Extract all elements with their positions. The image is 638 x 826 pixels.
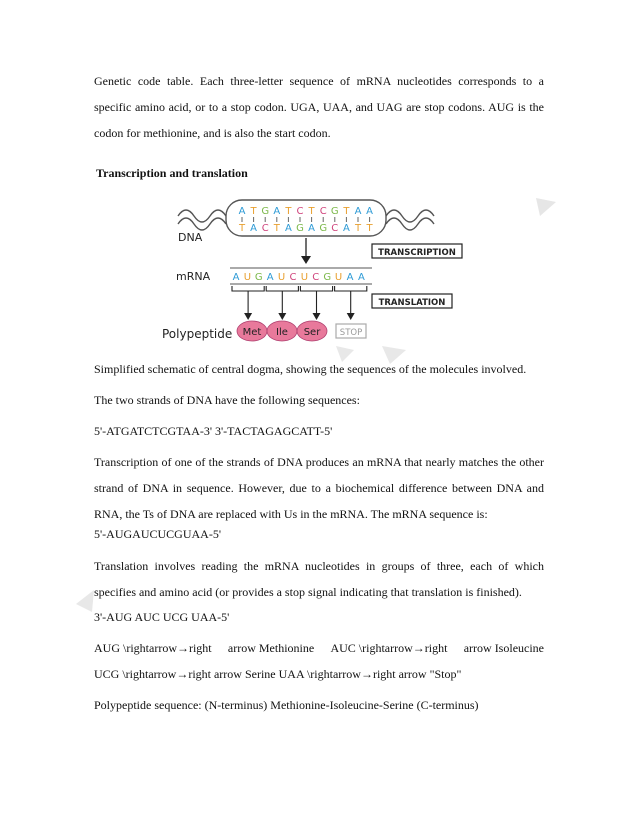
down-arrow-icon <box>244 313 252 320</box>
watermark-triangle-icon <box>536 198 556 216</box>
mrna-base: A <box>232 272 240 283</box>
amino-acid-label: Met <box>242 327 262 338</box>
dna-top-base: T <box>250 206 257 217</box>
dna-bottom-base: A <box>284 223 292 234</box>
dna-top-base: A <box>238 206 246 217</box>
mrna-base: C <box>289 272 297 283</box>
down-arrow-icon <box>313 313 321 320</box>
mrna-sequence: 5'-AUGAUCUCGUAA-5' <box>94 527 221 541</box>
mrna-base: C <box>312 272 320 283</box>
strands-intro: The two strands of DNA have the following sequences: <box>94 393 360 407</box>
watermark-triangle-icon <box>336 346 408 366</box>
mrna-base: A <box>346 272 354 283</box>
mrna-base: G <box>254 272 263 283</box>
codon-auc-meaning: arrow Isoleucine <box>463 641 544 655</box>
dna-top-base: T <box>285 206 292 217</box>
mrna-base: U <box>334 272 343 283</box>
codon-aug: AUG \rightarrow→right <box>94 641 212 655</box>
codon-auc: AUC \rightarrow→right <box>330 641 448 655</box>
figure-caption: Simplified schematic of central dogma, showing the sequences of the molecules involved. <box>94 362 527 376</box>
codon-line-2: UCG \rightarrow→right arrow Serine UAA \rightarrow→right arrow "Stop" <box>94 667 462 681</box>
transcription-arrow-icon <box>301 256 311 264</box>
dna-bottom-base: A <box>250 223 258 234</box>
dna-helix-right-icon <box>386 210 434 222</box>
dna-bottom-base: C <box>261 223 269 234</box>
dna-top-base: G <box>261 206 270 217</box>
codons-sequence: 3'-AUG AUC UCG UAA-5' <box>94 610 230 624</box>
mrna-base: U <box>300 272 309 283</box>
transcription-label: TRANSCRIPTION <box>378 248 456 258</box>
dna-bottom-base: T <box>238 223 246 234</box>
dna-bottom-base: G <box>319 223 328 234</box>
dna-bottom-base: T <box>273 223 280 234</box>
down-arrow-icon <box>347 313 355 320</box>
codon-bracket <box>300 286 332 291</box>
intro-paragraph: Genetic code table. Each three-letter sequence of mRNA nucleotides corresponds to a specific amino acid, or to a stop codon. UGA, UAA, and UAG are stop codons. AUG is the codon for methionine, and is also the start codon. <box>94 74 544 140</box>
down-arrow-icon <box>278 313 286 320</box>
dna-label: DNA <box>178 231 203 244</box>
mrna-base: A <box>357 272 365 283</box>
polypeptide-label: Polypeptide <box>162 327 233 341</box>
codon-line-1 <box>94 641 544 656</box>
section-heading: Transcription and translation <box>96 166 248 180</box>
codon-bracket <box>266 286 298 291</box>
dna-top-base: A <box>366 206 374 217</box>
dna-top-base: T <box>343 206 350 217</box>
dna-top-base: C <box>296 206 304 217</box>
polypeptide-sequence: Polypeptide sequence: (N-terminus) Methionine-Isoleucine-Serine (C-terminus) <box>94 698 479 712</box>
dna-top-base: G <box>330 206 339 217</box>
codon-bracket <box>232 286 264 291</box>
central-dogma-diagram <box>160 194 480 354</box>
central-dogma-figure <box>160 194 480 354</box>
strands-sequence: 5'-ATGATCTCGTAA-3' 3'-TACTAGAGCATT-5' <box>94 424 333 438</box>
amino-acid-label: Ile <box>276 327 288 338</box>
dna-top-base: A <box>273 206 281 217</box>
transcription-paragraph: Transcription of one of the strands of DNA produces an mRNA that nearly matches the other strand of DNA in sequence. However, due to a biochemical difference between DNA and RNA, the Ts of DNA are replaced with Us in the mRNA. The mRNA sequence is: <box>94 455 544 521</box>
dna-bottom-base: A <box>342 223 350 234</box>
mrna-base: U <box>243 272 252 283</box>
dna-top-base: A <box>354 206 362 217</box>
mrna-base: A <box>266 272 274 283</box>
dna-top-base: C <box>319 206 327 217</box>
mrna-base: U <box>277 272 286 283</box>
mrna-base: G <box>323 272 332 283</box>
amino-acid-label: Ser <box>303 327 321 338</box>
stop-label: STOP <box>339 328 363 338</box>
dna-bottom-base: G <box>296 223 304 234</box>
mrna-label: mRNA <box>176 270 211 283</box>
codon-aug-meaning: arrow Methionine <box>227 641 315 655</box>
dna-helix-left-icon <box>178 210 226 222</box>
translation-label: TRANSLATION <box>378 298 446 308</box>
translation-paragraph: Translation involves reading the mRNA nucleotides in groups of three, each of which specifies and amino acid (or provides a stop signal indicating that translation is finished). <box>94 559 544 599</box>
dna-bottom-base: A <box>308 223 316 234</box>
codon-bracket <box>335 286 367 291</box>
dna-bottom-base: T <box>366 223 373 234</box>
dna-top-base: T <box>308 206 315 217</box>
watermark-triangle-icon <box>76 590 96 612</box>
dna-bottom-base: T <box>354 223 362 234</box>
dna-bottom-base: C <box>331 223 339 234</box>
